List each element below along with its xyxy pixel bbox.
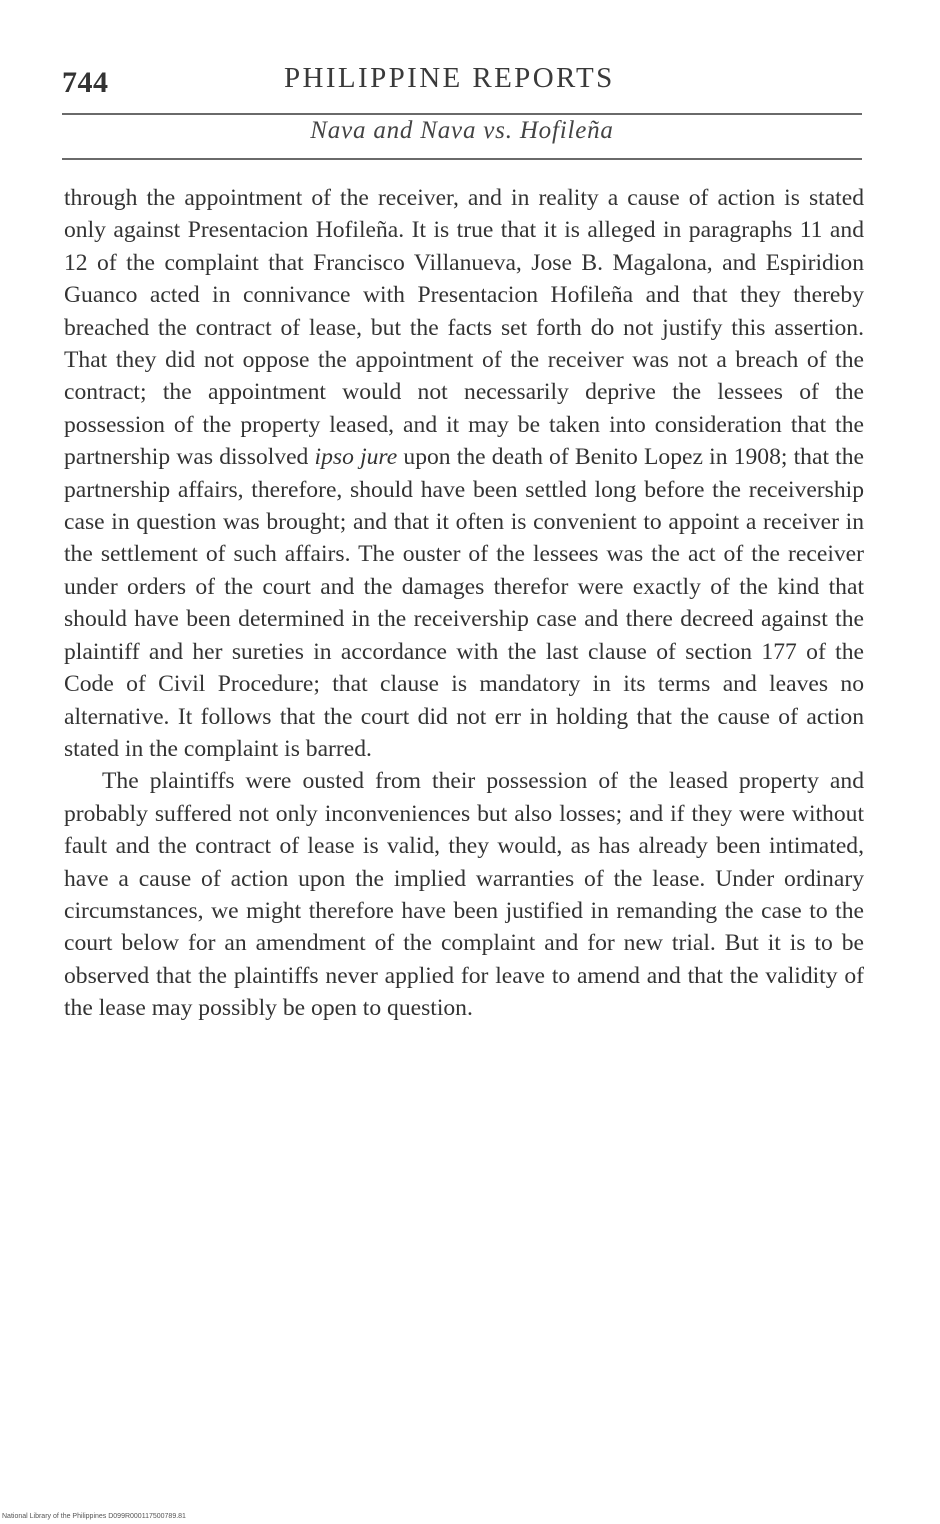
reporter-title: PHILIPPINE REPORTS: [284, 62, 615, 94]
header-divider-bottom: [62, 158, 862, 160]
opinion-body: [64, 182, 864, 1025]
page-number: 744: [62, 66, 109, 99]
paragraph-1: [64, 182, 864, 765]
scan-credit: National Library of the Philippines D099R000117500789.81: [2, 1513, 186, 1520]
case-title: Nava and Nava vs. Hofileña: [310, 117, 614, 144]
paragraph-2: The plaintiffs were ousted from their possession of the leased property and probably suffered not only inconveniences but also losses; and if they were without fault and the contract of lease is valid, they would, as has already been intimated, have a cause of action upon the implied warranties of the lease. Under ordinary circumstances, we might therefore have been justified in remanding the case to the court below for an amendment of the complaint and for new trial. But it is to be observed that the plaintiffs never applied for leave to amend and that the validity of the lease may possibly be open to question.: [64, 768, 864, 1022]
paragraph-1-part-a: through the appointment of the receiver, and in reality a cause of action is stated only against Presentacion Hofileña. It is true that it is alleged in paragraphs 11 and 12 of the complaint that Francisco Villanueva, Jose B. Magalona, and Espiridion Guanco acted in connivance with Presentacion Hofileña and that they thereby breached the contract of lease, but the facts set forth do not justify this assertion. That they did not oppose the appointment of the receiver was not a breach of the contract; the appointment would not necessarily deprive the lessees of the possession of the property leased, and it may be taken into consideration that the partnership was dissolved: [64, 185, 864, 471]
latin-term: ipso jure: [314, 444, 398, 471]
header-divider-top: [62, 113, 862, 115]
paragraph-1-part-b: upon the death of Benito Lopez in 1908; that the partnership affairs, therefore, should have been settled long before the receivership case in question was brought; and that it often is convenient to appoint a receiver in the settlement of such affairs. The ouster of the lessees was the act of the receiver under orders of the court and the damages therefor were exactly of the kind that should have been determined in the receivership case and there decreed against the plaintiff and her sureties in accordance with the last clause of section 177 of the Code of Civil Procedure; that clause is mandatory in its terms and leaves no alternative. It follows that the court did not err in holding that the cause of action stated in the complaint is barred.: [64, 444, 865, 762]
running-header: [62, 60, 862, 100]
